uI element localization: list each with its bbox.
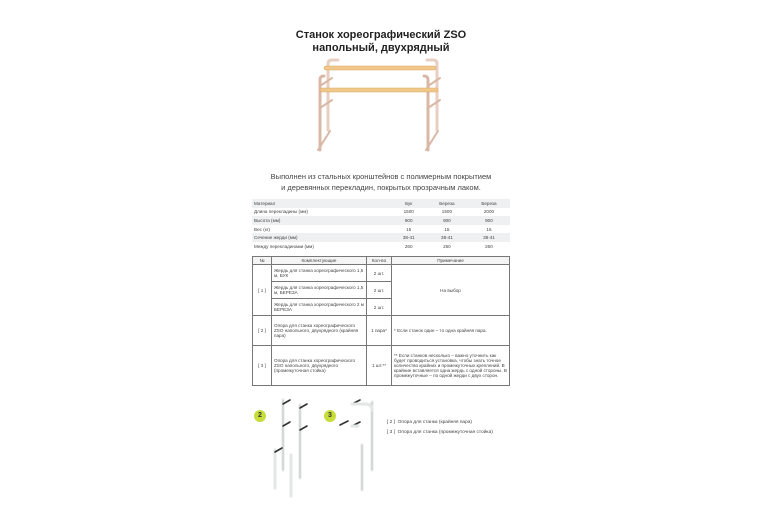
- kit-row: [ 3 ] Опора для станка хореографического ZSO напольного, двухрядного (промежуточная стойка) 1 шт.** ** Если станков несколько – важно уточнить как будет проводиться установка, чтобы знать точное количество крайних и промежуточных креплений. В крайние вставляется одна жердь с одной стороны. В промежуточные – по одной жерди с двух сторон.: [253, 346, 510, 386]
- kit-group-number: [ 1 ]: [253, 265, 272, 316]
- badge-3: 3: [324, 410, 336, 422]
- kit-row: [ 2 ] Опора для станка хореографического ZSO напольного, двухрядного (крайняя пара) 1 пара* * Если станок один – то одна крайняя пара.: [253, 316, 510, 346]
- page-subtitle: напольный, двухрядный: [312, 42, 450, 54]
- legend-item-3: [ 3 ] Опора для станка (промежуточная стойка): [387, 430, 493, 435]
- page-title: Станок хореографический ZSO: [295, 29, 467, 41]
- kit-row: [ 1 ] Жердь для станка хореографического 1,5 м, БУК 2 шт. На выбор: [253, 265, 510, 282]
- kit-header-row: № Комплектующие Кол-во Примечание: [253, 257, 510, 265]
- spec-row: Длина перекладины (мм) 1500 1500 2000: [254, 209, 495, 215]
- kit-row: Жердь для станка хореографического 1,5 м, БЕРЕЗА 2 шт.: [253, 282, 510, 299]
- kit-row: Жердь для станка хореографического 2 м БЕРЕЗА 2 шт.: [253, 299, 510, 316]
- spec-row: Сечение жерди (мм) 38-41 38-41 38-41: [252, 233, 510, 242]
- spec-row: Вес (кг) 15 15 16: [254, 226, 492, 232]
- badge-2: 2: [254, 410, 266, 422]
- spec-header-row: Материал Бук Береза Береза: [252, 199, 510, 208]
- description-line-1: Выполнен из стальных кронштейнов с полимерным покрытием: [270, 172, 492, 181]
- spec-row: Между перекладинами (мм) 260 260 260: [254, 243, 493, 249]
- description-line-2: и деревянных перекладин, покрытых прозрачным лаком.: [281, 183, 481, 192]
- spec-row: Высота (мм) 900 900 900: [252, 216, 510, 225]
- legend-item-2: [ 2 ] Опора для станка (крайняя пара): [387, 420, 473, 425]
